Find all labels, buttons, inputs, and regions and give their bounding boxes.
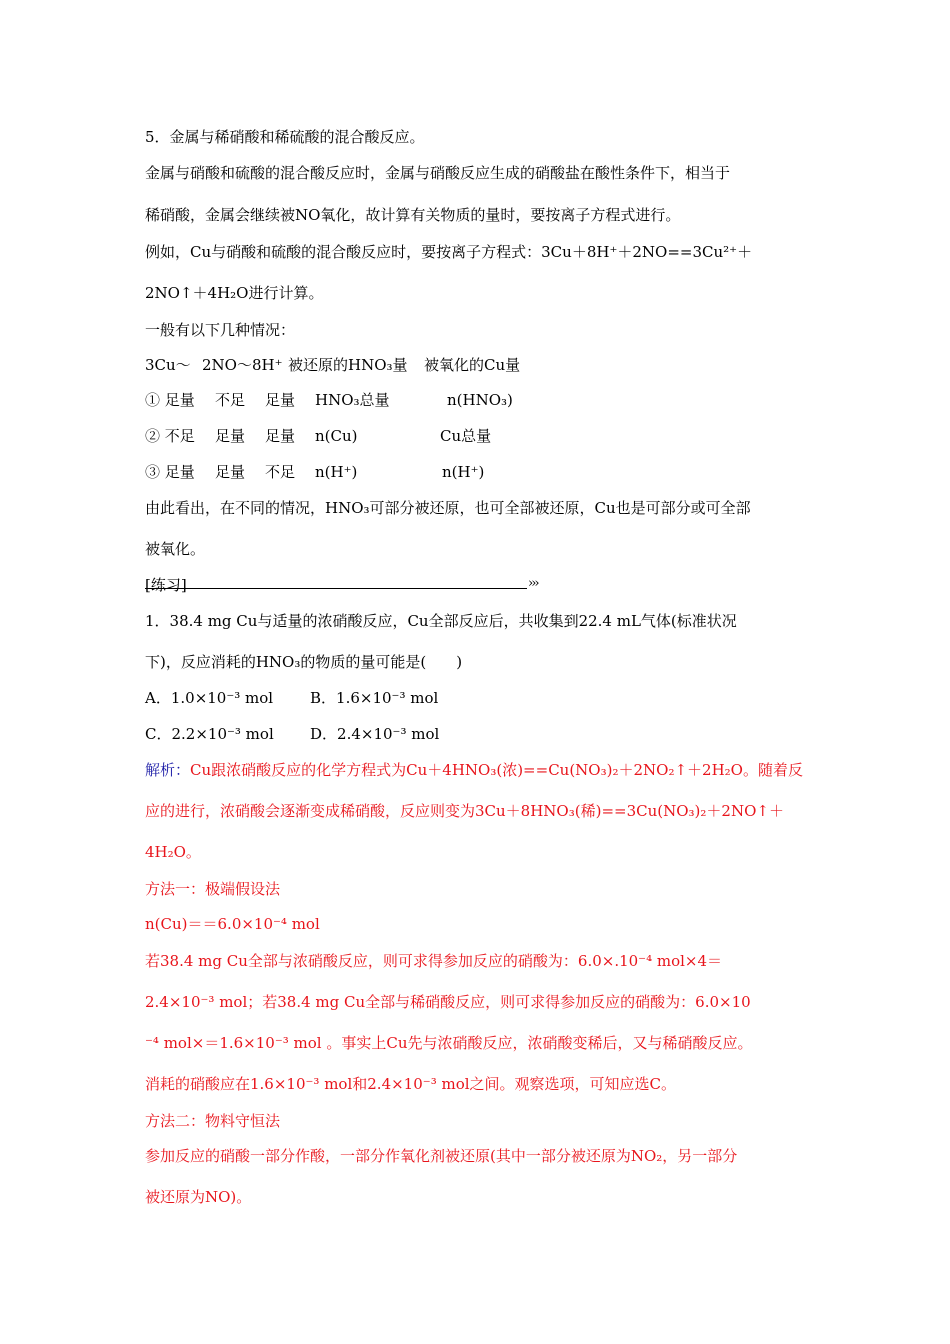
analysis-line: 4H₂O。 xyxy=(145,843,201,861)
paragraph-line: 稀硝酸，金属会继续被NO氧化，故计算有关物质的量时，要按离子方程式进行。 xyxy=(145,206,681,224)
practice-label: [练习] xyxy=(145,576,187,594)
example-line: 2NO↑＋4H₂O进行计算。 xyxy=(145,284,324,302)
table-cell: ① 足量 xyxy=(145,391,195,409)
question-line: 1．38.4 mg Cu与适量的浓硝酸反应，Cu全部反应后，共收集到22.4 mL气体(标准状况 xyxy=(145,612,737,630)
method-line: n(Cu)＝＝6.0×10⁻⁴ mol xyxy=(145,915,320,933)
method-heading: 方法一：极端假设法 xyxy=(145,880,281,898)
table-cell: 足量 xyxy=(265,391,296,409)
option-c: C．2.2×10⁻³ mol xyxy=(145,725,274,743)
analysis-line xyxy=(145,760,803,780)
table-cell: 不足 xyxy=(215,391,246,409)
method-line: 被还原为NO)。 xyxy=(145,1188,252,1206)
analysis-text: Cu跟浓硝酸反应的化学方程式为Cu＋4HNO₃(浓)==Cu(NO₃)₂＋2NO₂↑＋2H₂O。随着反 xyxy=(190,761,803,779)
table-header-cell: 被氧化的Cu量 xyxy=(424,356,521,374)
method-heading: 方法二：物料守恒法 xyxy=(145,1112,281,1130)
table-cell: 足量 xyxy=(265,427,296,445)
table-cell: n(HNO₃) xyxy=(447,391,513,409)
cases-intro: 一般有以下几种情况： xyxy=(145,321,296,339)
table-cell: 不足 xyxy=(265,463,296,481)
paragraph-line: 金属与硝酸和硫酸的混合酸反应时，金属与硝酸反应生成的硝酸盐在酸性条件下，相当于 xyxy=(145,164,731,182)
table-cell: Cu总量 xyxy=(440,427,492,445)
table-cell: 足量 xyxy=(215,427,246,445)
method-line: ⁻⁴ mol×＝1.6×10⁻³ mol 。事实上Cu先与浓硝酸反应，浓硝酸变稀后，又与稀硝酸反应。 xyxy=(145,1034,753,1052)
option-b: B．1.6×10⁻³ mol xyxy=(310,689,439,707)
table-cell: ② 不足 xyxy=(145,427,195,445)
method-line: 2.4×10⁻³ mol；若38.4 mg Cu全部与稀硝酸反应，则可求得参加反应的硝酸为：6.0×10 xyxy=(145,993,751,1011)
question-line: 下)，反应消耗的HNO₃的物质的量可能是( ) xyxy=(145,653,463,671)
table-cell: n(H⁺) xyxy=(315,463,358,481)
analysis-label: 解析： xyxy=(145,761,191,779)
section-heading: 5．金属与稀硝酸和稀硫酸的混合酸反应。 xyxy=(145,128,425,146)
table-cell: ③ 足量 xyxy=(145,463,195,481)
table-cell: n(Cu) xyxy=(315,427,358,445)
option-a: A．1.0×10⁻³ mol xyxy=(145,689,274,707)
conclusion-line: 由此看出，在不同的情况，HNO₃可部分被还原，也可全部被还原，Cu也是可部分或可全部 xyxy=(145,499,751,517)
practice-divider xyxy=(145,588,527,589)
analysis-line: 应的进行，浓硝酸会逐渐变成稀硝酸，反应则变为3Cu＋8HNO₃(稀)==3Cu(NO₃)₂＋2NO↑＋ xyxy=(145,802,784,820)
table-cell: 足量 xyxy=(215,463,246,481)
triple-chevron-icon: ››› xyxy=(528,576,538,591)
method-line: 参加反应的硝酸一部分作酸，一部分作氧化剂被还原(其中一部分被还原为NO₂，另一部分 xyxy=(145,1147,738,1165)
method-line: 若38.4 mg Cu全部与浓硝酸反应，则可求得参加反应的硝酸为：6.0×.10⁻⁴ mol×4＝ xyxy=(145,952,723,970)
table-cell: n(H⁺) xyxy=(442,463,485,481)
method-line: 消耗的硝酸应在1.6×10⁻³ mol和2.4×10⁻³ mol之间。观察选项，可知应选C。 xyxy=(145,1075,677,1093)
table-cell: HNO₃总量 xyxy=(315,391,390,409)
conclusion-line: 被氧化。 xyxy=(145,540,206,558)
option-d: D．2.4×10⁻³ mol xyxy=(310,725,440,743)
table-header-cell: 2NO～8H⁺ xyxy=(202,356,283,374)
table-header-cell: 3Cu～ xyxy=(145,356,191,374)
example-line: 例如，Cu与硝酸和硫酸的混合酸反应时，要按离子方程式：3Cu＋8H⁺＋2NO==3Cu²⁺＋ xyxy=(145,243,753,261)
table-header-cell: 被还原的HNO₃量 xyxy=(288,356,408,374)
